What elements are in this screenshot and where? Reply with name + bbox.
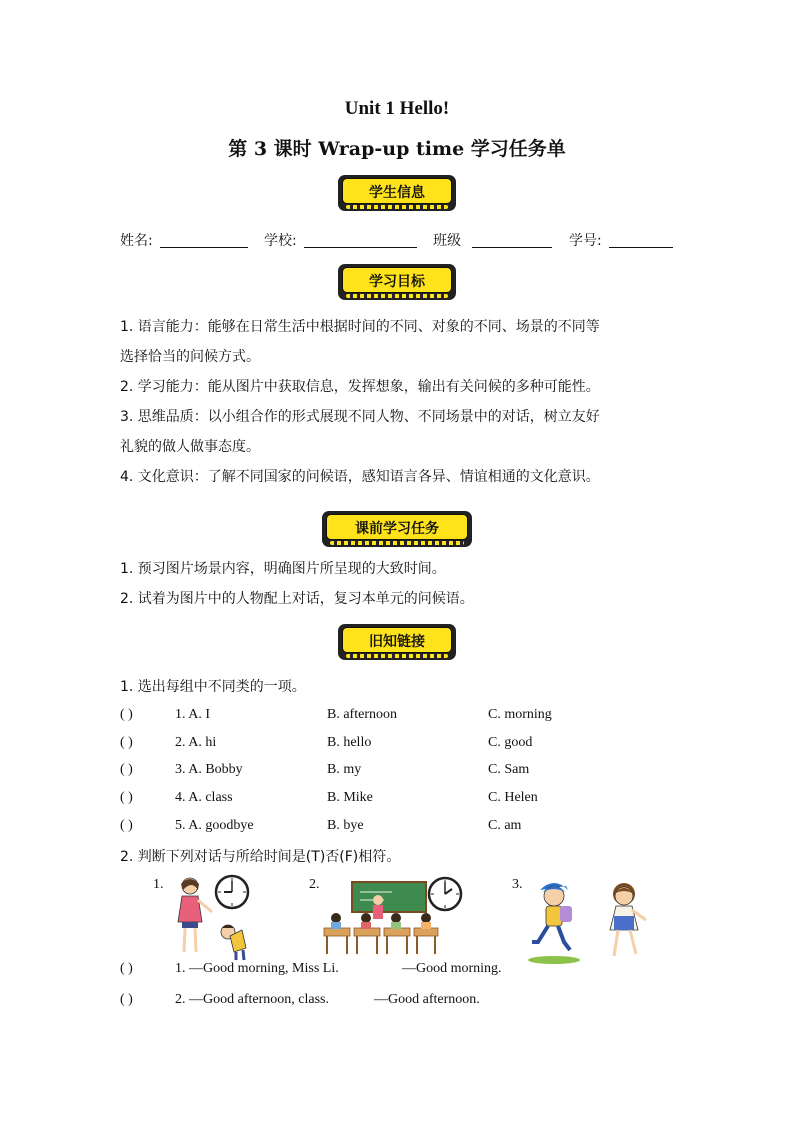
option-c: C. Sam — [488, 762, 530, 777]
section-badge-pre-tasks — [322, 511, 472, 547]
picture-number: 3. — [512, 877, 523, 892]
dialogue-question: 2. —Good afternoon, class. — [175, 992, 329, 1007]
clock-icon — [214, 874, 250, 910]
clock-icon — [427, 876, 463, 912]
option-c: C. Helen — [488, 790, 538, 805]
goal-line: 礼貌的做人做事态度。 — [120, 439, 260, 455]
exercise2-row — [120, 992, 680, 1016]
pre-task-list — [120, 554, 680, 614]
option-b: B. bye — [327, 818, 364, 833]
name-blank[interactable] — [160, 247, 248, 248]
answer-bracket[interactable]: ( ) — [120, 818, 133, 833]
exercise1-row — [120, 818, 680, 842]
pre-task-line: 1. 预习图片场景内容，明确图片所呈现的大致时间。 — [120, 561, 446, 577]
exercise1-row — [120, 707, 680, 731]
goal-line: 4. 文化意识：了解不同国家的问候语，感知语言各异、情谊相通的文化意识。 — [120, 469, 600, 485]
option-b: B. Mike — [327, 790, 373, 805]
section-title-review: 旧知链接 — [369, 634, 425, 650]
option-c: C. morning — [488, 707, 552, 722]
exercise1-instruction: 1. 选出每组中不同类的一项。 — [120, 679, 306, 695]
picture-number: 1. — [153, 877, 164, 892]
option-b: B. hello — [327, 735, 372, 750]
exercise1-row — [120, 762, 680, 786]
exercise2-instruction: 2. 判断下列对话与所给时间是(T)否(F)相符。 — [120, 849, 401, 865]
option-b: B. afternoon — [327, 707, 397, 722]
school-blank[interactable] — [304, 247, 417, 248]
section-badge-review — [338, 624, 456, 660]
goal-line: 1. 语言能力：能够在日常生活中根据时间的不同、对象的不同、场景的不同等 — [120, 319, 600, 335]
option-a: 5. A. goodbye — [175, 818, 254, 833]
dialogue-question: 1. —Good morning, Miss Li. — [175, 961, 339, 976]
section-title-pre-tasks: 课前学习任务 — [355, 521, 439, 537]
section-badge-student-info — [338, 175, 456, 211]
goal-line: 2. 学习能力：能从图片中获取信息，发挥想象，输出有关问候的多种可能性。 — [120, 379, 600, 395]
dialogue-response: —Good afternoon. — [374, 992, 480, 1007]
option-c: C. am — [488, 818, 522, 833]
exercise2-row — [120, 961, 680, 985]
option-b: B. my — [327, 762, 362, 777]
goal-line: 选择恰当的问候方式。 — [120, 349, 260, 365]
option-a: 3. A. Bobby — [175, 762, 243, 777]
section-badge-goals — [338, 264, 456, 300]
class-blank[interactable] — [472, 247, 552, 248]
answer-bracket[interactable]: ( ) — [120, 735, 133, 750]
goals-list — [120, 312, 680, 492]
children-running-illustration — [526, 876, 658, 966]
classroom-afternoon-illustration — [322, 880, 440, 956]
exercise1-row — [120, 735, 680, 759]
picture-number: 2. — [309, 877, 320, 892]
section-title-student-info: 学生信息 — [369, 185, 425, 201]
number-label: 学号: — [569, 233, 602, 249]
answer-bracket[interactable]: ( ) — [120, 790, 133, 805]
answer-bracket[interactable]: ( ) — [120, 961, 133, 976]
answer-bracket[interactable]: ( ) — [120, 762, 133, 777]
answer-bracket[interactable]: ( ) — [120, 992, 133, 1007]
name-label: 姓名: — [120, 233, 153, 249]
answer-bracket[interactable]: ( ) — [120, 707, 133, 722]
dialogue-response: —Good morning. — [402, 961, 502, 976]
option-a: 2. A. hi — [175, 735, 217, 750]
worksheet-title: Unit 1 Hello! — [344, 98, 450, 119]
option-c: C. good — [488, 735, 533, 750]
school-label: 学校: — [264, 233, 297, 249]
pre-task-line: 2. 试着为图片中的人物配上对话，复习本单元的问候语。 — [120, 591, 474, 607]
option-a: 1. A. I — [175, 707, 210, 722]
goal-line: 3. 思维品质：以小组合作的形式展现不同人物、不同场景中的对话，树立友好 — [120, 409, 600, 425]
exercise1-row — [120, 790, 680, 814]
class-label: 班级 — [433, 233, 461, 249]
number-blank[interactable] — [609, 247, 673, 248]
section-title-goals: 学习目标 — [369, 274, 425, 290]
option-a: 4. A. class — [175, 790, 233, 805]
worksheet-subtitle: 第 3 课时 Wrap-up time 学习任务单 — [228, 138, 566, 160]
